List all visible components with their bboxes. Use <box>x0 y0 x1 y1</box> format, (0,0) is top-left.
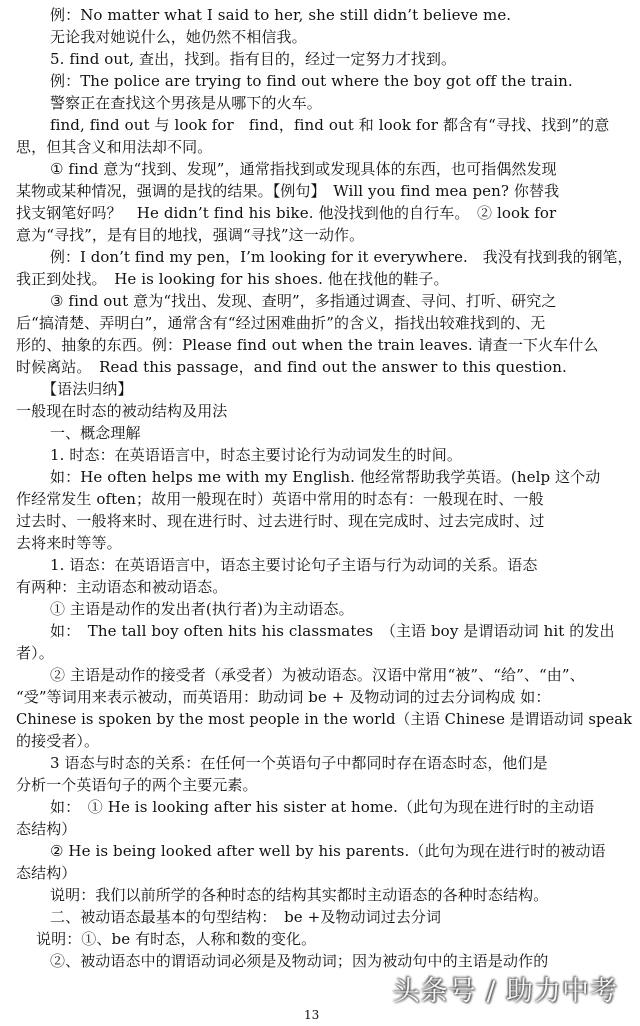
section-heading: 二、被动语态最基本的句型结构： be +及物动词过去分词 <box>50 908 442 926</box>
text-line: 态结构） <box>16 820 77 838</box>
text-line: 1. 时态：在英语语言中，时态主要讨论行为动词发生的时间。 <box>50 446 462 464</box>
text-line: 的接受者）。 <box>16 732 100 750</box>
text-line: ③ find out 意为“找出、发现、查明”，多指通过调查、寻问、打听、研究之 <box>50 292 557 310</box>
section-heading: 一、概念理解 <box>50 424 141 442</box>
text-line: 3 语态与时态的关系：在任何一个英语句子中都同时存在语态时态，他们是 <box>50 754 548 772</box>
text-line: ② 主语是动作的接受者（承受者）为被动语态。汉语中常用“被”、“给”、“由”、 <box>50 666 585 684</box>
text-line: 如：He often helps me with my English. 他经常帮助我学英语。(help 这个动 <box>50 468 601 486</box>
text-line: 例：No matter what I said to her, she still didn’t believe me. <box>50 6 512 24</box>
text-line: ① 主语是动作的发出者(执行者)为主动语态。 <box>50 600 354 618</box>
text-line: ① find 意为“找到、发现”，通常指找到或发现具体的东西，也可指偶然发现 <box>50 160 557 178</box>
text-line: 说明：我们以前所学的各种时态的结构其实都时主动语态的各种时态结构。 <box>50 886 549 904</box>
text-line: 如： ① He is looking after his sister at home.（此句为现在进行时的主动语 <box>50 798 595 816</box>
text-line: 说明：①、be 有时态，人称和数的变化。 <box>36 930 317 948</box>
text-line: ② He is being looked after well by his parents.（此句为现在进行时的被动语 <box>50 842 606 860</box>
text-line: 思，但其含义和用法却不同。 <box>16 138 213 156</box>
text-line: 时候离站。 Read this passage，and find out the answer to this question. <box>16 358 567 376</box>
text-line: 我正到处找。 He is looking for his shoes. 他在找他的鞋子。 <box>16 270 449 288</box>
text-line: 态结构） <box>16 864 77 882</box>
text-line: 形的、抽象的东西。例：Please find out when the train leaves. 请查一下火车什么 <box>16 336 599 354</box>
page-number: 13 <box>304 1008 320 1022</box>
text-line: 过去时、一般将来时、现在进行时、过去进行时、现在完成时、过去完成时、过 <box>16 512 545 530</box>
text-line: 意为“寻找”，是有目的地找，强调“寻找”这一动作。 <box>16 226 365 244</box>
text-line: 如： The tall boy often hits his classmates （主语 boy 是谓语动词 hit 的发出 <box>50 622 615 640</box>
section-heading: 一般现在时态的被动结构及用法 <box>16 402 228 420</box>
section-heading: 【语法归纳】 <box>42 380 133 398</box>
text-line: 找支钢笔好吗？ He didn’t find his bike. 他没找到他的自行车。 ② look for <box>16 204 557 222</box>
text-line: 例：I don’t find my pen，I’m looking for it everywhere. 我没有找到我的钢笔， <box>50 248 633 266</box>
text-line: 1. 语态：在英语语言中，语态主要讨论句子主语与行为动词的关系。语态 <box>50 556 538 574</box>
text-line: 某物或某种情况，强调的是找的结果。【例句】 Will you find mea pen? 你替我 <box>16 182 560 200</box>
text-line: 后“搞清楚、弄明白”，通常含有“经过困难曲折”的含义，指找出较难找到的、无 <box>16 314 546 332</box>
text-line: “受”等词用来表示被动，而英语用：助动词 be + 及物动词的过去分词构成 如： <box>16 688 551 706</box>
text-line: 无论我对她说什么，她仍然不相信我。 <box>50 28 307 46</box>
watermark-logo: 头条号 / 助力中考 <box>392 976 618 1007</box>
text-line: 分析一个英语句子的两个主要元素。 <box>16 776 258 794</box>
text-line: Chinese is spoken by the most people in the world（主语 Chinese 是谓语动词 speak <box>16 710 633 728</box>
text-line: 者）。 <box>16 644 54 662</box>
text-line: 作经常发生 often；故用一般现在时）英语中常用的时态有：一般现在时、一般 <box>16 490 544 508</box>
text-line: 有两种：主动语态和被动语态。 <box>16 578 228 596</box>
text-line: 5. find out, 查出，找到。指有目的，经过一定努力才找到。 <box>50 50 457 68</box>
text-line: ②、被动语态中的谓语动词必须是及物动词；因为被动句中的主语是动作的 <box>50 952 549 970</box>
text-line: 警察正在查找这个男孩是从哪下的火车。 <box>50 94 322 112</box>
text-line: find, find out 与 look for find，find out 和 look for 都含有“寻找、找到”的意 <box>50 116 610 134</box>
text-line: 例：The police are trying to find out where the boy got off the train. <box>50 72 573 90</box>
text-line: 去将来时等等。 <box>16 534 122 552</box>
